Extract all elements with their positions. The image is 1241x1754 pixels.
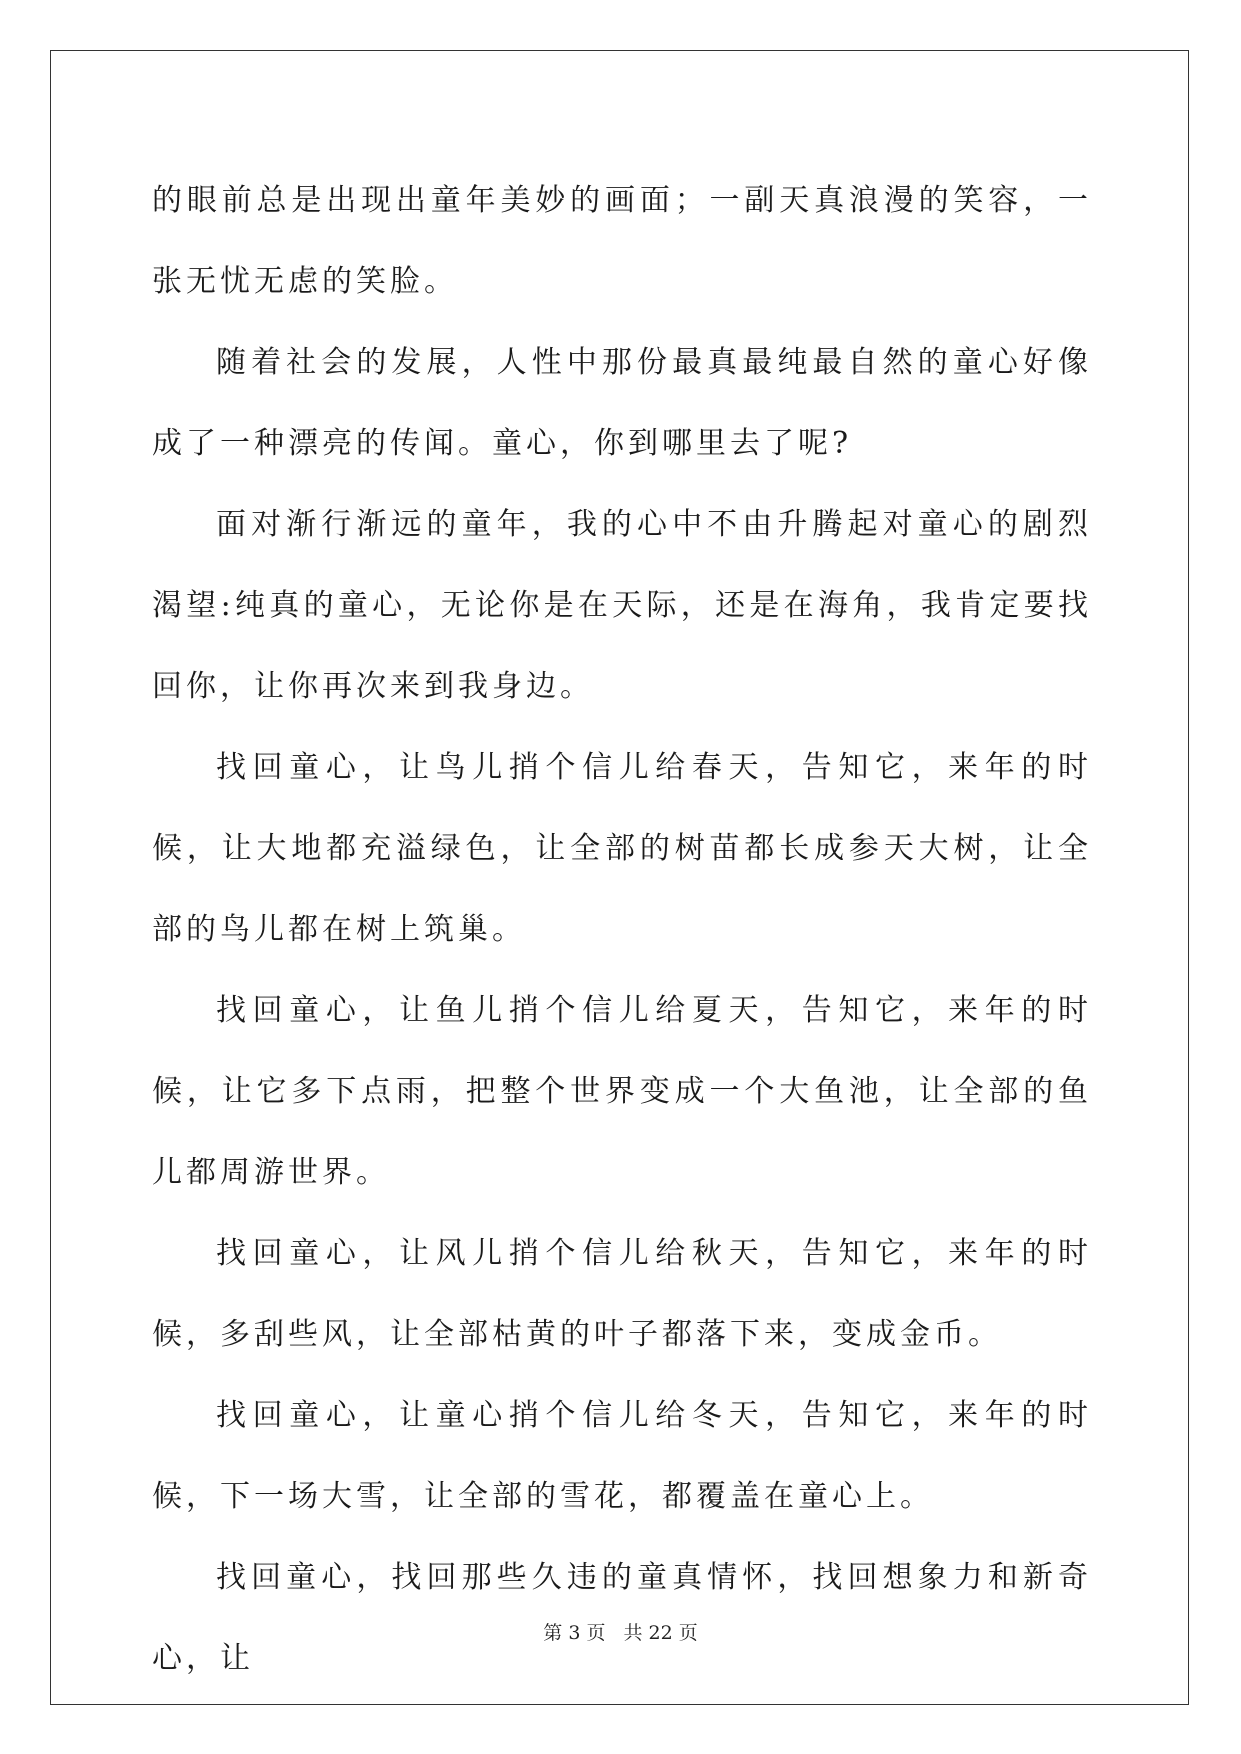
document-body xyxy=(152,160,1092,1699)
paragraph-7: 找回童心，让童心捎个信儿给冬天，告知它，来年的时候，下一场大雪，让全部的雪花，都覆盖在童心上。 xyxy=(152,1398,1092,1514)
paragraph-6: 找回童心，让风儿捎个信儿给秋天，告知它，来年的时候，多刮些风，让全部枯黄的叶子都落下来，变成金币。 xyxy=(152,1236,1092,1352)
page-number: 第 3 页 xyxy=(543,1622,606,1644)
paragraph-3: 面对渐行渐远的童年，我的心中不由升腾起对童心的剧烈渴望:纯真的童心，无论你是在天际，还是在海角，我肯定要找回你，让你再次来到我身边。 xyxy=(152,507,1092,704)
paragraph-2: 随着社会的发展，人性中那份最真最纯最自然的童心好像成了一种漂亮的传闻。童心，你到哪里去了呢? xyxy=(152,345,1092,461)
paragraph-5: 找回童心，让鱼儿捎个信儿给夏天，告知它，来年的时候，让它多下点雨，把整个世界变成一个大鱼池，让全部的鱼儿都周游世界。 xyxy=(152,993,1092,1190)
paragraph-1: 的眼前总是出现出童年美妙的画面；一副天真浪漫的笑容，一张无忧无虑的笑脸。 xyxy=(152,183,1092,299)
paragraph-4: 找回童心，让鸟儿捎个信儿给春天，告知它，来年的时候，让大地都充溢绿色，让全部的树苗都长成参天大树，让全部的鸟儿都在树上筑巢。 xyxy=(152,750,1092,947)
page-total: 共 22 页 xyxy=(623,1622,698,1644)
paragraph-8: 找回童心，找回那些久违的童真情怀，找回想象力和新奇心，让 xyxy=(152,1560,1092,1676)
page-footer xyxy=(0,1618,1241,1645)
